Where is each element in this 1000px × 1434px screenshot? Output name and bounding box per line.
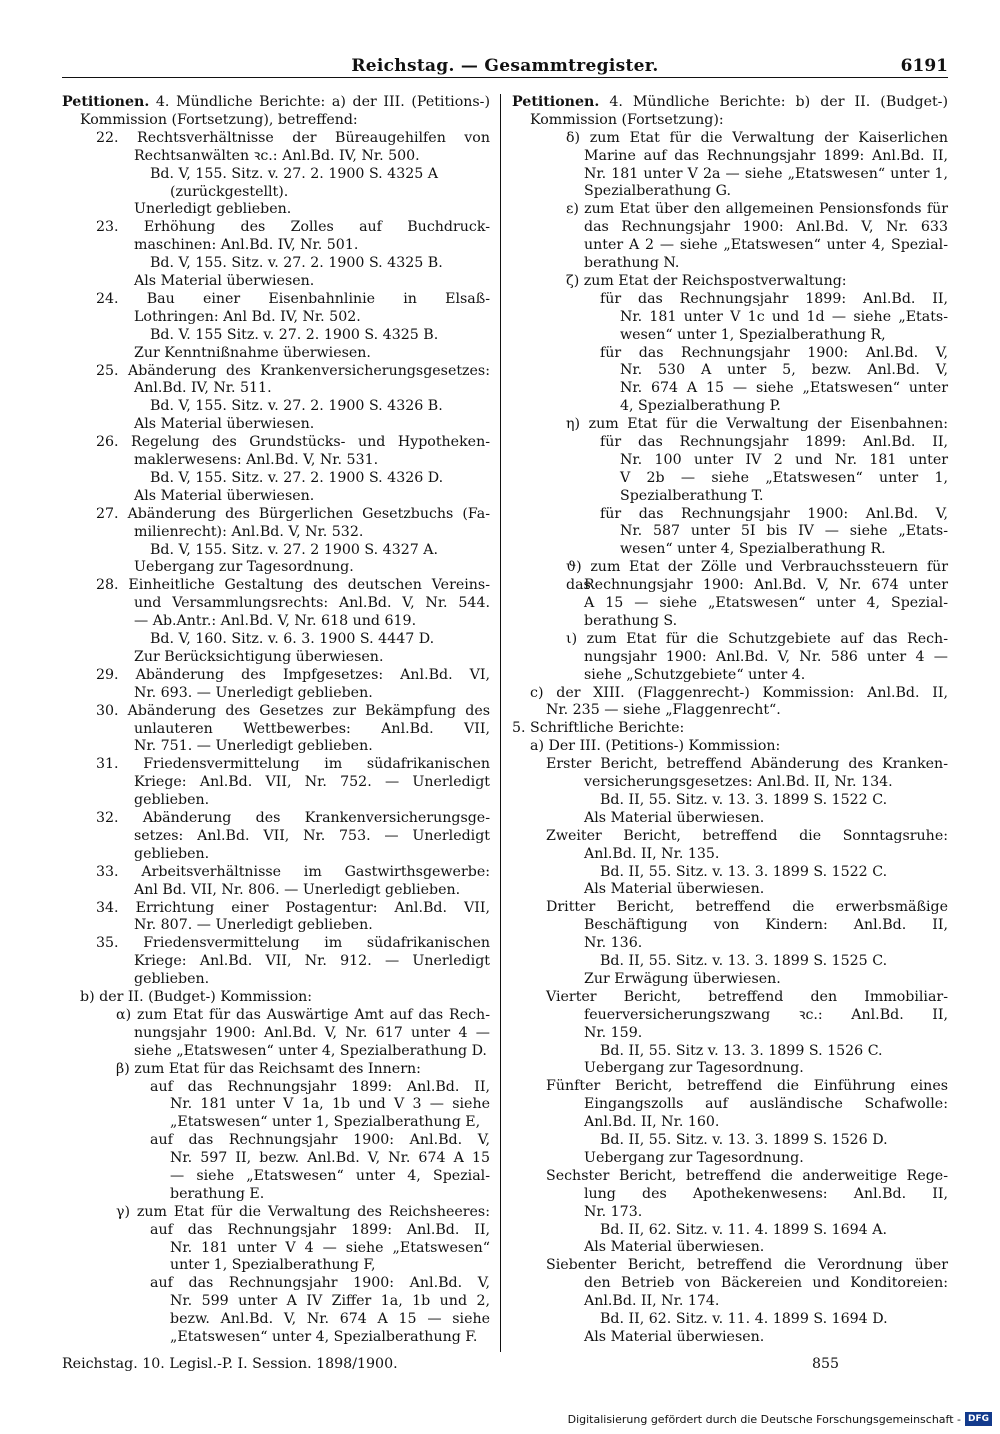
text-line: Vierter Bericht, betreffend den Immobiliar- (546, 988, 948, 1005)
text-line: auf das Rechnungsjahr 1900: Anl.Bd. V, (150, 1275, 490, 1292)
text-line: b) der II. (Budget-) Kommission: (80, 989, 313, 1005)
text-line: Als Material überwiesen. (134, 416, 315, 433)
text-line: maklerwesens: Anl.Bd. V, Nr. 531. (134, 452, 379, 469)
text-line: berathung S. (584, 612, 678, 629)
text-line: Lothringen: Anl Bd. IV, Nr. 502. (134, 308, 361, 325)
text-line: für das Rechnungsjahr 1900: Anl.Bd. V, (600, 505, 948, 522)
text-line: unter A 2 — siehe „Etatswesen“ unter 4, Spezial- (584, 237, 948, 254)
text-line: Als Material überwiesen. (584, 1239, 765, 1256)
text-line: Anl.Bd. II, Nr. 174. (584, 1293, 720, 1310)
text-line: feuerversicherungszwang ꝛc.: Anl.Bd. II, (584, 1006, 948, 1023)
text-line: Zur Erwägung überwiesen. (584, 970, 781, 987)
text-line: nungsjahr 1900: Anl.Bd. V, Nr. 586 unter 4 — (584, 648, 948, 665)
text-line: Nr. 530 A unter 5, bezw. Anl.Bd. V, (620, 362, 948, 379)
text-line: geblieben. (134, 792, 210, 809)
text-line: Als Material überwiesen. (134, 273, 315, 290)
text-line: Nr. 807. — Unerledigt geblieben. (134, 917, 373, 934)
text-line: Bd. V, 155. Sitz. v. 27. 2. 1900 S. 4325 B. (150, 255, 443, 272)
text-line: das Rechnungsjahr 1900: Anl.Bd. V, Nr. 633 (584, 219, 948, 236)
text-line: Bd. II, 55. Sitz. v. 13. 3. 1899 S. 1525 C. (600, 953, 888, 970)
text-line: 25. Abänderung des Krankenversicherungsgesetzes: (96, 362, 490, 379)
dfg-logo: DFG (965, 1412, 992, 1426)
text-line: Nr. 587 unter 5I bis IV — siehe „Etats- (620, 523, 948, 540)
text-line: Nr. 100 unter IV 2 und Nr. 181 unter (620, 451, 948, 468)
text-line: Siebenter Bericht, betreffend die Verordnung über (546, 1257, 948, 1274)
text-line: 32. Abänderung des Krankenversicherungsge- (96, 810, 490, 827)
text-line: 34. Errichtung einer Postagentur: Anl.Bd. VII, (96, 899, 490, 916)
text-line: Uebergang zur Tagesordnung. (134, 559, 354, 576)
text-line: unlauteren Wettbewerbes: Anl.Bd. VII, (134, 720, 490, 737)
text-line: Bd. V. 155 Sitz. v. 27. 2. 1900 S. 4325 B. (150, 326, 439, 343)
text-line: Beschäftigung von Kindern: Anl.Bd. II, (584, 917, 948, 934)
text-line: Nr. 181 unter V 1c und 1d — siehe „Etats- (620, 308, 948, 325)
text-line: Nr. 181 unter V 2a — siehe „Etatswesen“ unter 1, (584, 165, 948, 182)
footer-page-number: 855 (812, 1356, 840, 1372)
text-line: β) zum Etat für das Reichsamt des Innern: (116, 1060, 421, 1077)
text-line: Kommission (Fortsetzung): (530, 111, 724, 128)
text-line: auf das Rechnungsjahr 1900: Anl.Bd. V, (150, 1132, 490, 1149)
text-line: Dritter Bericht, betreffend die erwerbsmäßige (546, 899, 948, 916)
text-line: Als Material überwiesen. (584, 881, 765, 898)
text-line: Bd. II, 55. Sitz. v. 13. 3. 1899 S. 1522 C. (600, 863, 888, 880)
text-line: 23. Erhöhung des Zolles auf Buchdruck- (96, 219, 490, 236)
text-line: Spezialberathung T. (620, 487, 764, 504)
text-line: α) zum Etat für das Auswärtige Amt auf das Rech- (116, 1006, 490, 1023)
text-line: lung des Apothekenwesens: Anl.Bd. II, (584, 1185, 948, 1202)
text-line: Zweiter Bericht, betreffend die Sonntagsruhe: (546, 827, 948, 844)
text-line: Uebergang zur Tagesordnung. (584, 1060, 804, 1077)
text-line: η) zum Etat für die Verwaltung der Eisenbahnen: (566, 416, 948, 433)
text-line: Kommission (Fortsetzung), betreffend: (80, 111, 358, 128)
text-line: 33. Arbeitsverhältnisse im Gastwirthsgewerbe: (96, 863, 490, 880)
text-line: ε) zum Etat über den allgemeinen Pensionsfonds für (566, 201, 948, 218)
text-line: Nr. 751. — Unerledigt geblieben. (134, 738, 373, 755)
text-line: 29. Abänderung des Impfgesetzes: Anl.Bd. VI, (96, 666, 490, 683)
text-line: Anl.Bd. II, Nr. 160. (584, 1114, 720, 1131)
text-line: unter 1, Spezialberathung F, (170, 1257, 376, 1274)
text-line: Bd. V, 155. Sitz. v. 27. 2. 1900 S. 4326 D. (150, 469, 444, 486)
text-line: Bd. V, 160. Sitz. v. 6. 3. 1900 S. 4447 D. (150, 631, 435, 648)
text-line: — Ab.Antr.: Anl.Bd. V, Nr. 618 und 619. (134, 613, 417, 630)
text-line: Eingangszolls auf ausländische Schafwolle: (584, 1096, 948, 1113)
text-line: auf das Rechnungsjahr 1899: Anl.Bd. II, (150, 1221, 490, 1238)
text-line: Bd. II, 62. Sitz. v. 11. 4. 1899 S. 1694 A. (600, 1221, 887, 1238)
text-line: Nr. 235 — siehe „Flaggenrecht“. (546, 702, 781, 719)
text-line: 31. Friedensvermittelung im südafrikanischen (96, 756, 490, 773)
page-header (62, 50, 948, 76)
text-line: ϑ) zum Etat der Zölle und Verbrauchssteuern für das (566, 559, 948, 594)
text-line: wesen“ unter 1, Spezialberathung R, (620, 326, 886, 343)
text-line: 26. Regelung des Grundstücks- und Hypotheken- (96, 434, 490, 451)
text-line: Bd. V, 155. Sitz. v. 27. 2 1900 S. 4327 A. (150, 541, 439, 558)
text-line: Bd. V, 155. Sitz. v. 27. 2. 1900 S. 4326 B. (150, 398, 443, 415)
text-line: ζ) zum Etat der Reichspostverwaltung: (566, 272, 847, 289)
text-line: Nr. 597 II, bezw. Anl.Bd. V, Nr. 674 A 15 (170, 1150, 490, 1167)
text-line: Bd. II, 62. Sitz. v. 11. 4. 1899 S. 1694 D. (600, 1311, 888, 1328)
text-line: V 2b — siehe „Etatswesen“ unter 1, (620, 469, 948, 486)
text-line: berathung E. (170, 1185, 265, 1202)
text-line: Nr. 159. (584, 1024, 643, 1041)
text-line: für das Rechnungsjahr 1900: Anl.Bd. V, (600, 344, 948, 361)
text-line: δ) zum Etat für die Verwaltung der Kaiserlichen (566, 129, 948, 146)
text-line: siehe „Schutzgebiete“ unter 4. (584, 666, 806, 683)
text-line: 24. Bau einer Eisenbahnlinie in Elsaß- (96, 290, 490, 307)
text-line: Sechster Bericht, betreffend die anderweitige Rege- (546, 1167, 948, 1184)
text-line: geblieben. (134, 845, 210, 862)
text-line: geblieben. (134, 971, 210, 988)
text-line: c) der XIII. (Flaggenrecht-) Kommission: Anl.Bd. II, (530, 684, 948, 701)
text-line: und Versammlungsrechts: Anl.Bd. V, Nr. 544. (134, 595, 490, 612)
text-line: 5. Schriftliche Berichte: (512, 720, 685, 737)
text-line: Rechnungsjahr 1900: Anl.Bd. V, Nr. 674 unter (584, 577, 948, 594)
text-line: Als Material überwiesen. (584, 809, 765, 826)
text-line: siehe „Etatswesen“ unter 4, Spezialberathung D. (134, 1042, 487, 1059)
right-column (512, 94, 948, 1347)
text-line: 28. Einheitliche Gestaltung des deutschen Vereins- (96, 577, 490, 594)
page-number: 6191 (900, 56, 948, 76)
text-line: Petitionen. 4. Mündliche Berichte: b) der II. (Budget-) (512, 94, 948, 110)
text-line: (zurückgestellt). (170, 183, 289, 200)
text-line: Fünfter Bericht, betreffend die Einführung eines (546, 1078, 948, 1095)
text-line: Spezialberathung G. (584, 183, 731, 200)
text-line: Zur Berücksichtigung überwiesen. (134, 648, 384, 665)
text-line: 30. Abänderung des Gesetzes zur Bekämpfung des (96, 702, 490, 719)
section-head: Petitionen. (512, 94, 600, 110)
text-line: A 15 — siehe „Etatswesen“ unter 4, Spezial- (584, 595, 948, 612)
text-line: Nr. 674 A 15 — siehe „Etatswesen“ unter (620, 380, 948, 397)
text-line: 4, Spezialberathung P. (620, 398, 781, 415)
text-line: Anl Bd. VII, Nr. 806. — Unerledigt geblieben. (134, 881, 461, 898)
text-line: auf das Rechnungsjahr 1899: Anl.Bd. II, (150, 1078, 490, 1095)
text-line: Nr. 181 unter V 4 — siehe „Etatswesen“ (170, 1239, 490, 1256)
text-line: bezw. Anl.Bd. V, Nr. 674 A 15 — siehe (170, 1311, 490, 1328)
text-line: ι) zum Etat für die Schutzgebiete auf das Rech- (566, 630, 948, 647)
text-line: milienrecht): Anl.Bd. V, Nr. 532. (134, 523, 364, 540)
text-line: Nr. 693. — Unerledigt geblieben. (134, 684, 373, 701)
column-divider (500, 94, 501, 1352)
footer-session: Reichstag. 10. Legisl.-P. I. Session. 1898/1900. (62, 1356, 398, 1372)
text-line: Bd. II, 55. Sitz. v. 13. 3. 1899 S. 1526 D. (600, 1132, 888, 1149)
text-line: nungsjahr 1900: Anl.Bd. V, Nr. 617 unter 4 — (134, 1024, 490, 1041)
header-rule (62, 77, 948, 78)
text-line: Als Material überwiesen. (584, 1328, 765, 1345)
text-line: versicherungsgesetzes: Anl.Bd. II, Nr. 134. (584, 774, 893, 791)
text-line: Nr. 599 unter A IV Ziffer 1a, 1b und 2, (170, 1293, 490, 1310)
text-line: setzes: Anl.Bd. VII, Nr. 753. — Unerledigt (134, 827, 490, 844)
text-line: Bd. II, 55. Sitz v. 13. 3. 1899 S. 1526 C. (600, 1042, 883, 1059)
text-line: wesen“ unter 4, Spezialberathung R. (620, 541, 886, 558)
text-line: Zur Kenntnißnahme überwiesen. (134, 344, 371, 361)
text-line: Nr. 173. (584, 1203, 643, 1220)
text-line: Anl.Bd. IV, Nr. 511. (134, 380, 272, 397)
running-title: Reichstag. — Gesammtregister. (351, 56, 659, 76)
digitization-credit (568, 1412, 992, 1426)
text-line: a) Der III. (Petitions-) Kommission: (530, 738, 781, 755)
text-line: berathung N. (584, 255, 680, 272)
text-line: Erster Bericht, betreffend Abänderung des Kranken- (546, 756, 948, 773)
text-line: Kriege: Anl.Bd. VII, Nr. 752. — Unerledigt (134, 774, 490, 791)
text-line: „Etatswesen“ unter 4, Spezialberathung F. (170, 1329, 478, 1346)
text-line: γ) zum Etat für die Verwaltung des Reichsheeres: (116, 1203, 490, 1220)
credit-text: Digitalisierung gefördert durch die Deutsche Forschungsgemeinschaft - (567, 1412, 961, 1426)
text-line: Kriege: Anl.Bd. VII, Nr. 912. — Unerledigt (134, 953, 490, 970)
text-line: 35. Friedensvermittelung im südafrikanischen (96, 935, 490, 952)
text-line: 27. Abänderung des Bürgerlichen Gesetzbuchs (Fa- (96, 505, 490, 522)
left-column (62, 94, 490, 1347)
text-line: Nr. 181 unter V 1a, 1b und V 3 — siehe (170, 1096, 490, 1113)
text-line: Bd. V, 155. Sitz. v. 27. 2. 1900 S. 4325 A (150, 165, 439, 182)
text-line: 22. Rechtsverhältnisse der Büreaugehilfen von (96, 129, 490, 146)
text-line: Petitionen. 4. Mündliche Berichte: a) der III. (Petitions-) (62, 94, 490, 110)
text-line: den Betrieb von Bäckereien und Konditoreien: (584, 1275, 948, 1292)
text-line: Anl.Bd. II, Nr. 135. (584, 845, 720, 862)
text-line: Rechtsanwälten ꝛc.: Anl.Bd. IV, Nr. 500. (134, 147, 420, 164)
section-head: Petitionen. (62, 94, 150, 110)
text-line: Bd. II, 55. Sitz. v. 13. 3. 1899 S. 1522 C. (600, 791, 888, 808)
text-line: Nr. 136. (584, 935, 643, 952)
text-line: „Etatswesen“ unter 1, Spezialberathung E, (170, 1114, 481, 1131)
text-line: Uebergang zur Tagesordnung. (584, 1149, 804, 1166)
text-line: für das Rechnungsjahr 1899: Anl.Bd. II, (600, 290, 948, 307)
text-line: Als Material überwiesen. (134, 487, 315, 504)
text-line: maschinen: Anl.Bd. IV, Nr. 501. (134, 237, 359, 254)
text-line: — siehe „Etatswesen“ unter 4, Spezial- (170, 1167, 490, 1184)
text-line: Marine auf das Rechnungsjahr 1899: Anl.Bd. II, (584, 147, 948, 164)
text-line: für das Rechnungsjahr 1899: Anl.Bd. II, (600, 434, 948, 451)
text-line: Unerledigt geblieben. (134, 201, 292, 218)
